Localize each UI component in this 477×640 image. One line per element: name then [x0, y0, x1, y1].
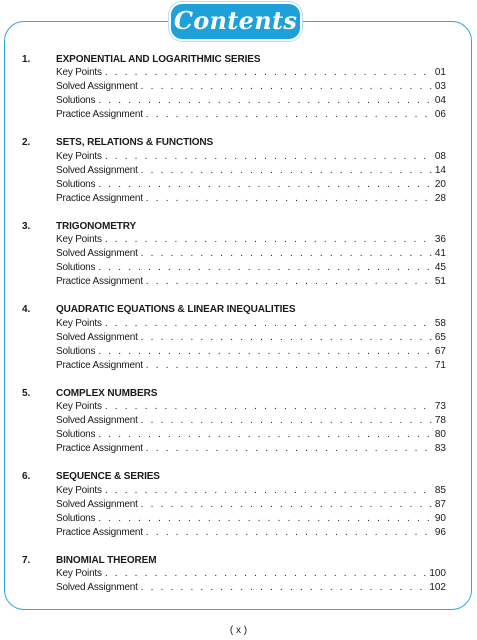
page-number-footer [0, 625, 477, 636]
entry-page-number: 20 [434, 178, 446, 190]
chapter-number: 5. [22, 387, 31, 399]
dot-leader [105, 66, 433, 80]
dot-leader [146, 192, 433, 206]
toc-entry-key-points[interactable] [22, 484, 446, 498]
chapter-heading [22, 303, 446, 317]
dot-leader [105, 317, 433, 331]
toc-entry-solved-assignment[interactable] [22, 164, 446, 178]
entry-page-number: 73 [434, 401, 446, 412]
dot-leader [146, 359, 433, 373]
toc-entry-key-points[interactable] [22, 66, 446, 80]
dot-leader [141, 331, 433, 345]
page-title: Contents [173, 6, 298, 35]
chapter-number: 6. [22, 471, 31, 482]
chapter-number: 7. [22, 554, 31, 566]
entry-label: Key Points [56, 401, 102, 412]
entry-page-number: 14 [434, 164, 446, 176]
entry-page-number: 06 [434, 109, 446, 120]
entry-label: Key Points [56, 317, 102, 329]
entry-page-number: 45 [434, 262, 446, 273]
entry-label: Solutions [56, 429, 96, 440]
entry-label: Solved Assignment [56, 81, 138, 92]
toc-entry-solutions[interactable] [22, 178, 446, 192]
chapter-number: 3. [22, 220, 31, 232]
toc-entry-practice-assignment[interactable] [22, 359, 446, 373]
entry-label: Key Points [56, 150, 102, 162]
entry-label: Solutions [56, 178, 96, 190]
chapter-title[interactable]: TRIGONOMETRY [56, 220, 137, 232]
dot-leader [141, 581, 428, 595]
entry-page-number: 65 [434, 331, 446, 343]
entry-page-number: 41 [434, 248, 446, 259]
toc-entry-practice-assignment[interactable] [22, 275, 446, 289]
chapter-title[interactable]: SEQUENCE & SERIES [56, 471, 160, 482]
chapter-2 [22, 136, 446, 206]
entry-label: Solutions [56, 95, 96, 106]
toc-entry-key-points[interactable] [22, 317, 446, 331]
chapter-3 [22, 219, 446, 289]
chapter-heading [22, 553, 446, 567]
chapter-number: 2. [22, 137, 31, 148]
chapter-heading [22, 470, 446, 484]
entry-page-number: 96 [434, 526, 446, 538]
entry-label: Key Points [56, 67, 102, 78]
toc-entry-practice-assignment[interactable] [22, 192, 446, 206]
dot-leader [146, 275, 433, 289]
dot-leader [98, 94, 433, 108]
entry-page-number: 83 [434, 443, 446, 454]
toc-entry-solutions[interactable] [22, 261, 446, 275]
dot-leader [141, 414, 433, 428]
entry-label: Solutions [56, 345, 96, 357]
entry-page-number: 67 [434, 345, 446, 357]
toc-entry-solutions[interactable] [22, 512, 446, 526]
toc-entry-key-points[interactable] [22, 567, 446, 581]
entry-label: Solved Assignment [56, 248, 138, 259]
dot-leader [98, 261, 433, 275]
toc-entry-solved-assignment[interactable] [22, 581, 446, 595]
toc-entry-practice-assignment[interactable] [22, 108, 446, 122]
toc-entry-practice-assignment[interactable] [22, 442, 446, 456]
dot-leader [141, 164, 433, 178]
chapter-6 [22, 470, 446, 540]
table-of-contents [22, 52, 446, 609]
toc-entry-key-points[interactable] [22, 400, 446, 414]
chapter-heading [22, 52, 446, 66]
entry-label: Key Points [56, 234, 102, 245]
toc-entry-practice-assignment[interactable] [22, 526, 446, 540]
entry-label: Solved Assignment [56, 415, 138, 426]
chapter-title[interactable]: QUADRATIC EQUATIONS & LINEAR INEQUALITIES [56, 304, 296, 315]
toc-entry-solved-assignment[interactable] [22, 331, 446, 345]
chapter-title[interactable]: EXPONENTIAL AND LOGARITHMIC SERIES [56, 53, 261, 65]
entry-label: Practice Assignment [56, 192, 143, 204]
entry-page-number: 87 [434, 498, 446, 510]
toc-entry-key-points[interactable] [22, 233, 446, 247]
dot-leader [105, 567, 428, 581]
toc-entry-solutions[interactable] [22, 428, 446, 442]
dot-leader [105, 233, 433, 247]
entry-page-number: 36 [434, 234, 446, 245]
entry-label: Solved Assignment [56, 498, 138, 510]
entry-label: Practice Assignment [56, 359, 143, 371]
chapter-number: 4. [22, 304, 31, 315]
toc-entry-solved-assignment[interactable] [22, 80, 446, 94]
toc-entry-solutions[interactable] [22, 94, 446, 108]
chapter-heading [22, 219, 446, 233]
entry-label: Practice Assignment [56, 443, 143, 454]
entry-label: Practice Assignment [56, 526, 143, 538]
chapter-7 [22, 553, 446, 595]
entry-label: Practice Assignment [56, 109, 143, 120]
entry-page-number: 28 [434, 192, 446, 204]
entry-page-number: 71 [434, 359, 446, 371]
chapter-1 [22, 52, 446, 122]
entry-label: Key Points [56, 484, 102, 496]
dot-leader [105, 484, 433, 498]
chapter-number: 1. [22, 53, 31, 65]
dot-leader [98, 345, 433, 359]
entry-page-number: 51 [434, 276, 446, 287]
entry-page-number: 04 [434, 95, 446, 106]
entry-label: Solutions [56, 262, 96, 273]
entry-page-number: 08 [434, 150, 446, 162]
chapter-title[interactable]: SETS, RELATIONS & FUNCTIONS [56, 137, 214, 148]
entry-page-number: 90 [434, 512, 446, 524]
entry-page-number: 78 [434, 415, 446, 426]
dot-leader [141, 80, 433, 94]
dot-leader [141, 247, 433, 261]
chapter-5 [22, 386, 446, 456]
entry-page-number: 100 [429, 568, 446, 579]
toc-entry-solved-assignment[interactable] [22, 414, 446, 428]
entry-label: Key Points [56, 568, 102, 579]
chapter-title[interactable]: BINOMIAL THEOREM [56, 554, 157, 566]
page-marker: ( x ) [229, 625, 248, 636]
dot-leader [98, 428, 433, 442]
entry-page-number: 01 [434, 67, 446, 78]
toc-entry-solved-assignment[interactable] [22, 498, 446, 512]
entry-label: Solved Assignment [56, 582, 138, 593]
entry-page-number: 102 [429, 582, 446, 593]
toc-entry-solutions[interactable] [22, 345, 446, 359]
entry-label: Solved Assignment [56, 164, 138, 176]
chapter-heading [22, 136, 446, 150]
entry-page-number: 85 [434, 484, 446, 496]
dot-leader [98, 512, 433, 526]
entry-page-number: 03 [434, 81, 446, 92]
toc-entry-key-points[interactable] [22, 150, 446, 164]
entry-label: Solved Assignment [56, 331, 138, 343]
chapter-heading [22, 386, 446, 400]
toc-entry-solved-assignment[interactable] [22, 247, 446, 261]
dot-leader [141, 498, 433, 512]
chapter-4 [22, 303, 446, 373]
chapter-title[interactable]: COMPLEX NUMBERS [56, 387, 158, 399]
entry-label: Practice Assignment [56, 276, 143, 287]
dot-leader [105, 150, 433, 164]
dot-leader [105, 400, 433, 414]
dot-leader [146, 108, 433, 122]
entry-page-number: 80 [434, 429, 446, 440]
dot-leader [98, 178, 433, 192]
dot-leader [146, 442, 433, 456]
dot-leader [146, 526, 433, 540]
entry-label: Solutions [56, 512, 96, 524]
contents-title-badge [171, 4, 300, 39]
entry-page-number: 58 [434, 317, 446, 329]
